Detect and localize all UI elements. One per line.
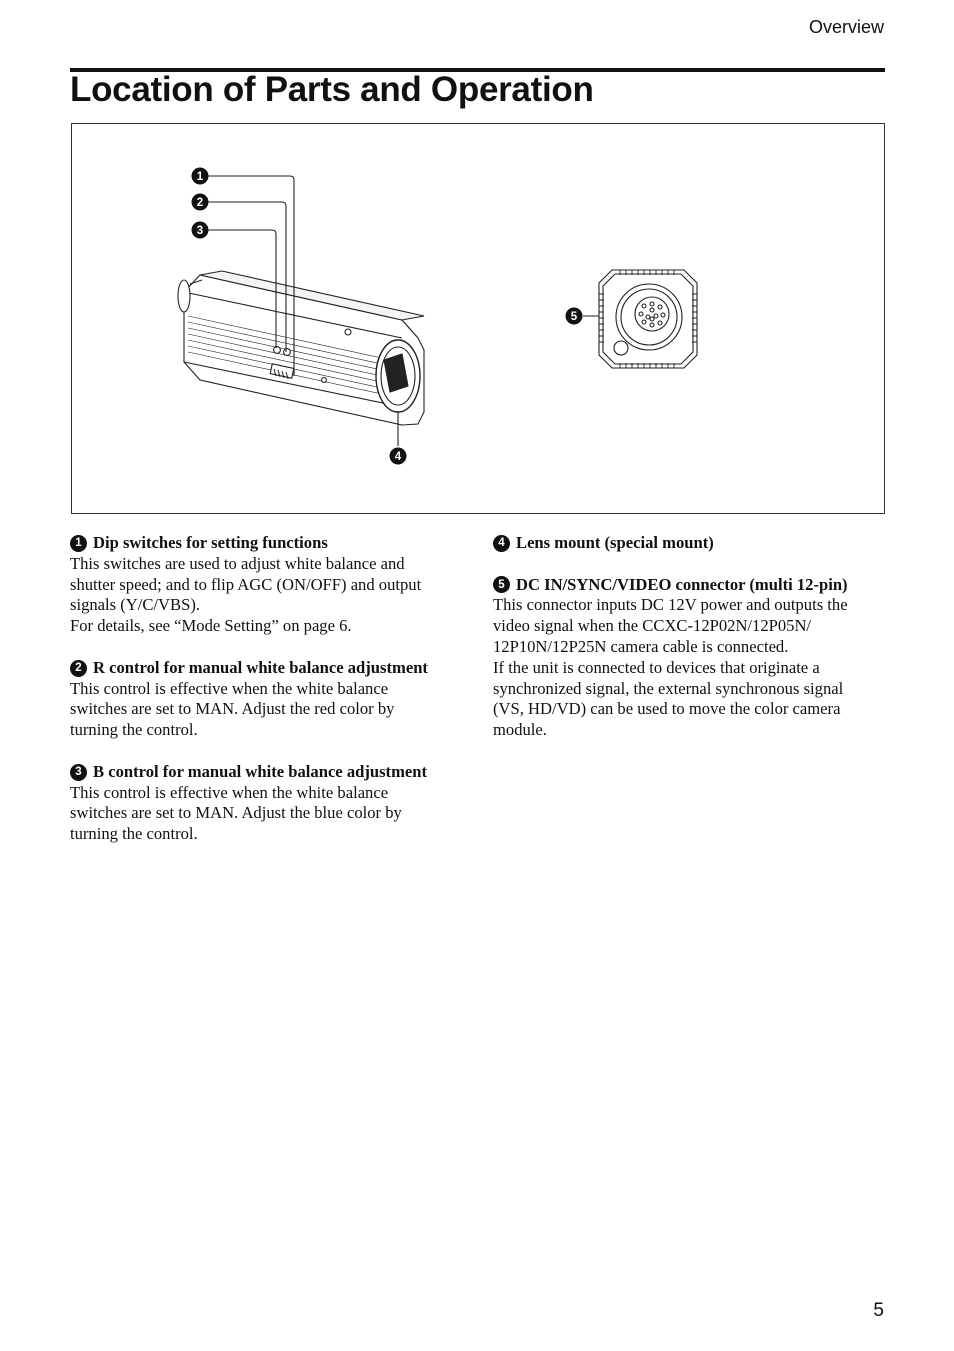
b-control [274, 347, 281, 354]
item-b-control [70, 762, 460, 845]
item-text-line: If the unit is connected to devices that originate a [493, 657, 820, 677]
item-text-line: module. [493, 720, 547, 740]
svg-text:2: 2 [196, 197, 204, 209]
svg-text:1: 1 [196, 171, 204, 183]
page-title: Location of Parts and Operation [70, 70, 594, 109]
item-text-line: synchronized signal, the external synchronous signal [493, 678, 844, 698]
item-text-line: shutter speed; and to flip AGC (ON/OFF) and output [70, 574, 422, 594]
camera-illustration [72, 124, 884, 513]
item-heading [70, 762, 460, 783]
item-number-badge: 3 [70, 764, 87, 781]
page-number: 5 [873, 1300, 884, 1321]
callout-3 [192, 222, 209, 239]
item-title: R control for manual white balance adjustment [93, 657, 428, 677]
left-column [70, 533, 460, 866]
right-column [493, 533, 888, 762]
svg-text:5: 5 [570, 311, 578, 323]
item-title: Lens mount (special mount) [516, 533, 714, 552]
item-text-line: switches are set to MAN. Adjust the red color by [70, 699, 395, 719]
item-text-line: turning the control. [70, 824, 198, 844]
parts-figure [71, 123, 885, 514]
item-number-badge: 5 [493, 576, 510, 593]
rear-cap [178, 280, 190, 312]
item-text-line: (VS, HD/VD) can be used to move the color camera [493, 699, 841, 719]
item-text-line: video signal when the CCXC-12P02N/12P05N/ [493, 616, 812, 636]
item-text-line: This control is effective when the white balance [70, 782, 389, 802]
item-text-line: This control is effective when the white balance [70, 678, 389, 698]
r-control [284, 349, 291, 356]
item-dc-connector [493, 575, 888, 741]
svg-text:3: 3 [196, 225, 204, 237]
callout-4 [390, 448, 407, 465]
item-text-line: For details, see “Mode Setting” on page 6. [70, 616, 352, 636]
item-heading [493, 575, 888, 596]
item-number-badge: 4 [493, 535, 510, 552]
item-dip-switches [70, 533, 460, 637]
item-text-line: This connector inputs DC 12V power and outputs the [493, 595, 848, 615]
item-text-line: switches are set to MAN. Adjust the blue color by [70, 803, 402, 823]
svg-text:4: 4 [394, 451, 402, 463]
callout-5 [566, 308, 583, 325]
item-heading [70, 658, 460, 679]
callout-2 [192, 194, 209, 211]
item-lens-mount [493, 533, 888, 554]
item-heading [493, 533, 888, 554]
item-heading [70, 533, 460, 554]
item-text-line: signals (Y/C/VBS). [70, 595, 200, 615]
connector-outer-ring [616, 284, 682, 350]
item-text-line: This switches are used to adjust white balance and [70, 553, 405, 573]
item-text-line: 12P10N/12P25N camera cable is connected. [493, 636, 789, 656]
running-header: Overview [808, 17, 884, 37]
item-number-badge: 1 [70, 535, 87, 552]
item-title: Dip switches for setting functions [93, 533, 328, 552]
connector-rear-view [599, 270, 697, 368]
callout-1 [192, 168, 209, 185]
item-r-control [70, 658, 460, 741]
item-title: DC IN/SYNC/VIDEO connector (multi 12-pin) [516, 574, 848, 594]
item-title: B control for manual white balance adjustment [93, 761, 428, 781]
item-text-line: turning the control. [70, 720, 198, 740]
connector-screw [614, 341, 628, 355]
item-number-badge: 2 [70, 660, 87, 677]
